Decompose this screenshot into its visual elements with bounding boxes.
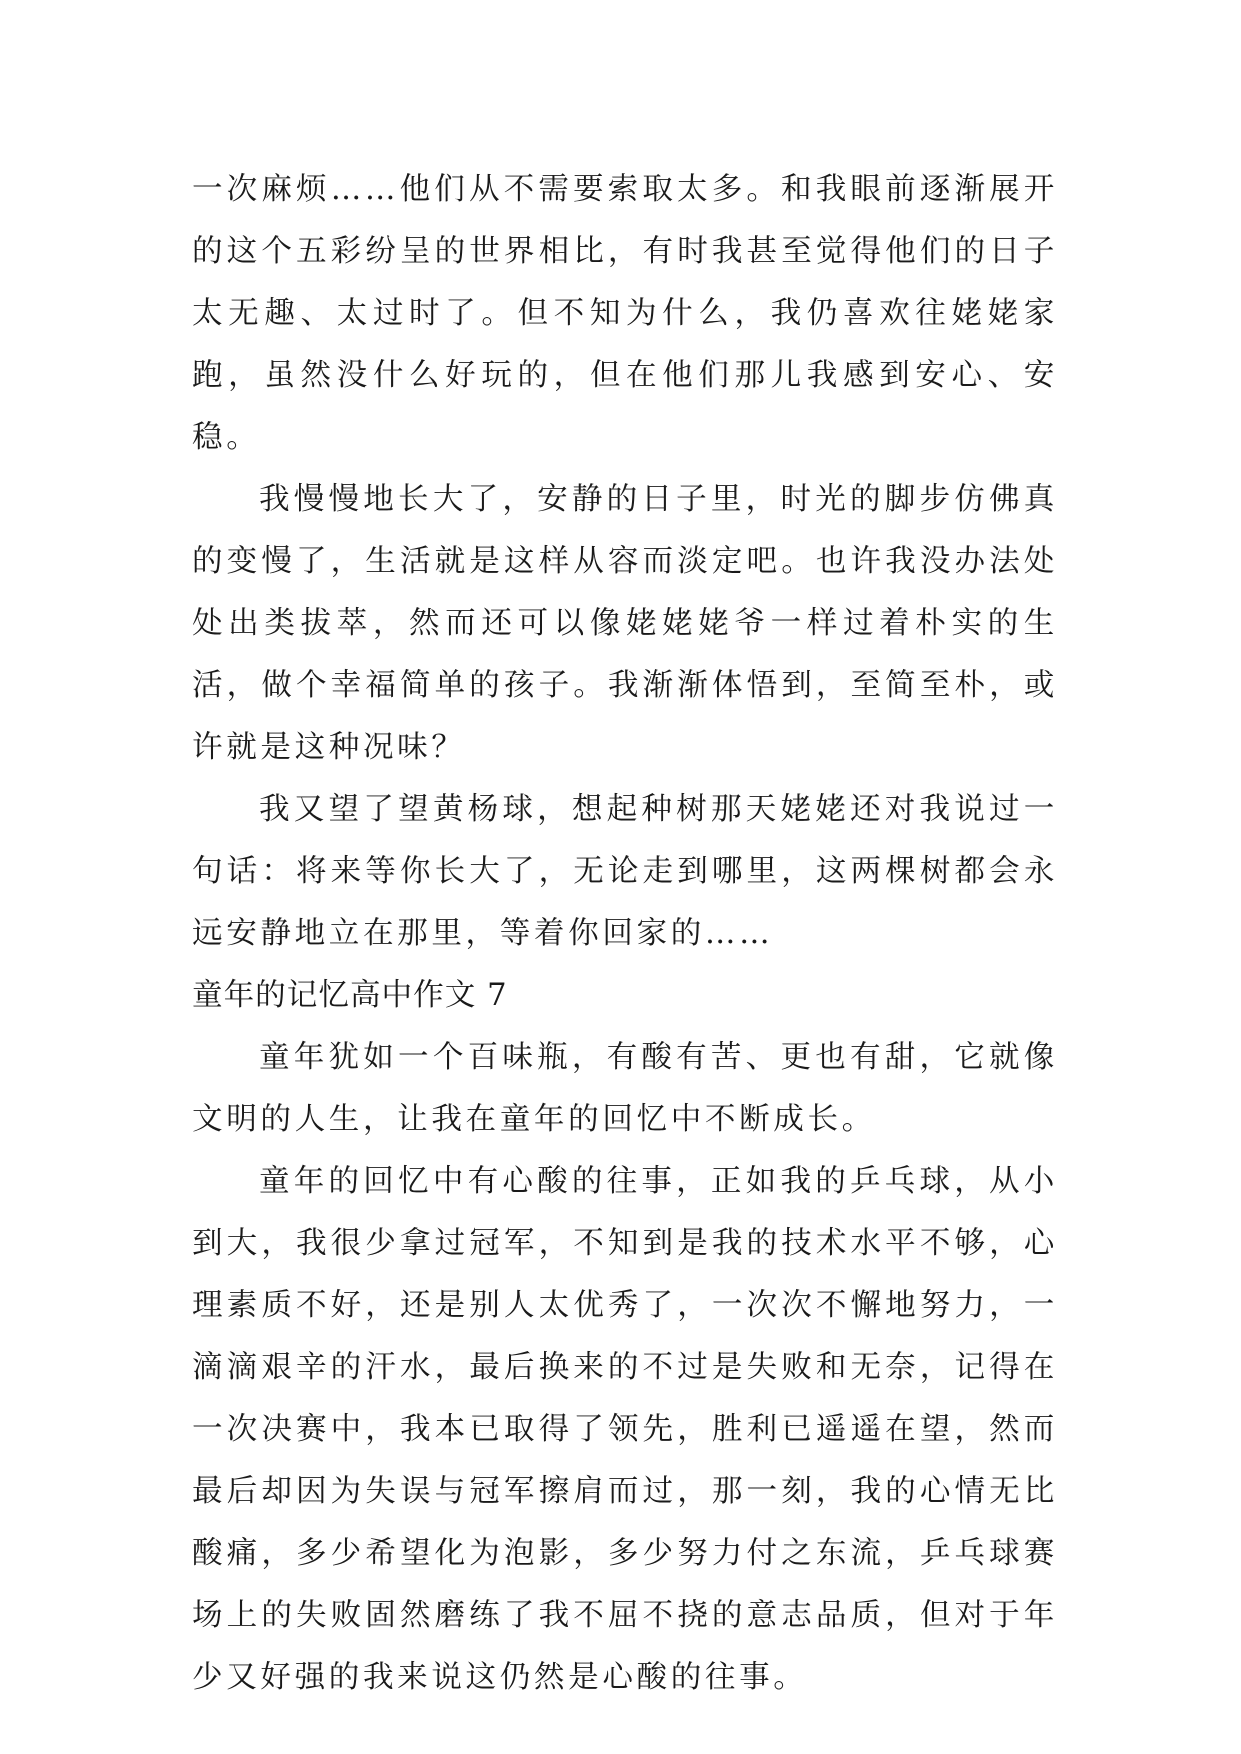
paragraph-growing-up: 我慢慢地长大了，安静的日子里，时光的脚步仿佛真的变慢了，生活就是这样从容而淡定吧。也许我没办法处处出类拔萃，然而还可以像姥姥姥爷一样过着朴实的生活，做个幸福简单的孩子。我渐渐体悟到，至简至朴，或许就是这种况味？ xyxy=(192,482,1058,765)
paragraph-childhood-bottle: 童年犹如一个百味瓶，有酸有苦、更也有甜，它就像文明的人生，让我在童年的回忆中不断成长。 xyxy=(192,1040,1058,1137)
paragraph-table-tennis: 童年的回忆中有心酸的往事，正如我的乒乓球，从小到大，我很少拿过冠军，不知到是我的技术水平不够，心理素质不好，还是别人太优秀了，一次次不懈地努力，一滴滴艰辛的汗水，最后换来的不过是失败和无奈，记得在一次决赛中，我本已取得了领先，胜利已遥遥在望，然而最后却因为失误与冠军擦肩而过，那一刻，我的心情无比酸痛，多少希望化为泡影，多少努力付之东流，乒乓球赛场上的失败固然磨练了我不屈不挠的意志品质，但对于年少又好强的我来说这仍然是心酸的往事。 xyxy=(192,1164,1058,1695)
document-body xyxy=(192,159,1058,1709)
paragraph-boxwood-ball: 我又望了望黄杨球，想起种树那天姥姥还对我说过一句话：将来等你长大了，无论走到哪里，这两棵树都会永远安静地立在那里，等着你回家的…… xyxy=(192,792,1058,951)
section-title: 童年的记忆高中作文 7 xyxy=(192,978,508,1013)
paragraph-continuation: 一次麻烦……他们从不需要索取太多。和我眼前逐渐展开的这个五彩纷呈的世界相比，有时我甚至觉得他们的日子太无趣、太过时了。但不知为什么，我仍喜欢往姥姥家跑，虽然没什么好玩的，但在他们那儿我感到安心、安稳。 xyxy=(192,172,1058,455)
